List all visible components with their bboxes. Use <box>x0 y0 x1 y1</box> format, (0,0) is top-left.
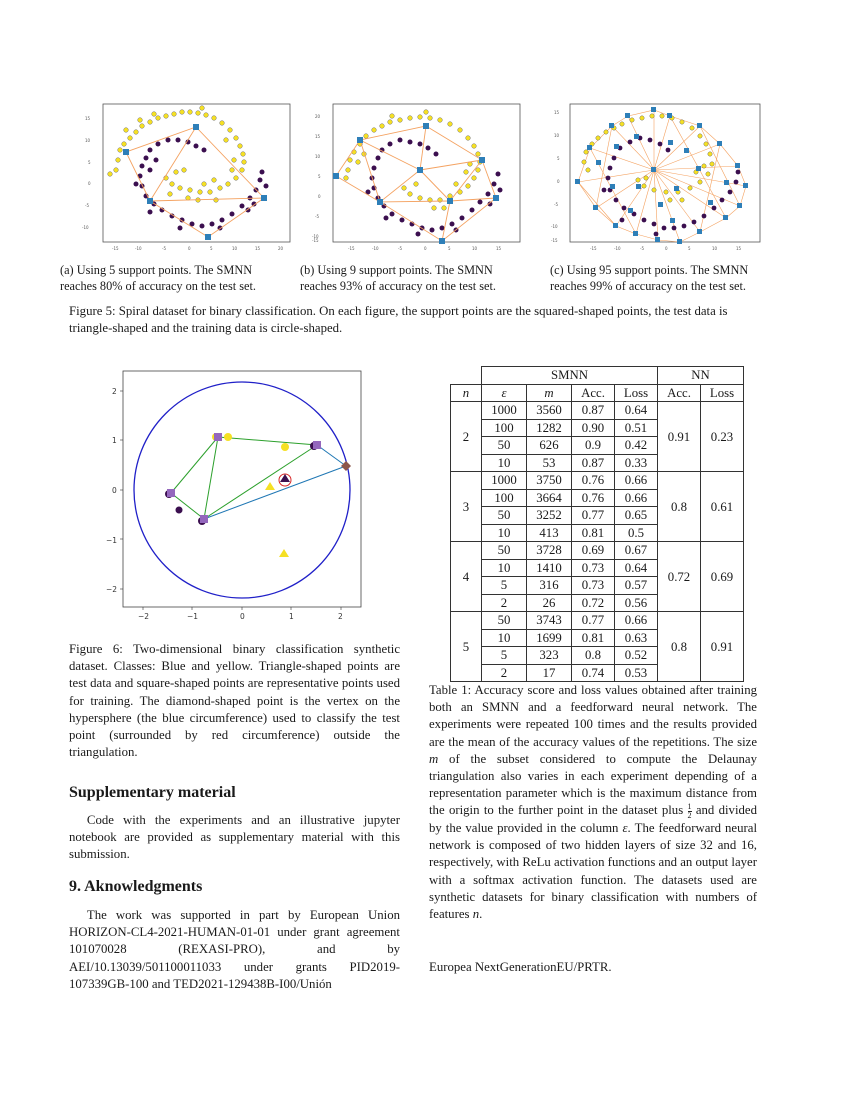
svg-text:−2: −2 <box>138 612 150 621</box>
supplementary-heading: Supplementary material <box>69 784 236 801</box>
cell: 1000 <box>482 472 527 490</box>
cell: 0.57 <box>615 577 658 595</box>
svg-text:-5: -5 <box>85 203 89 208</box>
cell-nn-acc: 0.8 <box>658 612 701 682</box>
svg-text:10: 10 <box>85 138 91 143</box>
table-row <box>451 402 744 420</box>
svg-text:-10: -10 <box>551 224 558 229</box>
cell: 0.8 <box>572 647 615 665</box>
svg-text:0: 0 <box>665 246 668 251</box>
svg-text:−2: −2 <box>106 585 118 594</box>
acknowledgments-body: The work was supported in part by European Union HORIZON-CL4-2021-HUMAN-01-01 under grant agreement 101070028 (REXASI-PRO), and by AEI/10.13039/501100011033 under grants PID2019-107339GB-100 and TED2021-129438B-I00/Unión <box>69 908 400 991</box>
svg-text:-10: -10 <box>82 225 89 230</box>
cell: 50 <box>482 612 527 630</box>
svg-text:20: 20 <box>278 246 284 251</box>
figure-5a <box>60 100 295 293</box>
cell-n: 3 <box>451 472 482 542</box>
svg-text:15: 15 <box>315 134 321 139</box>
cell: 0.73 <box>572 559 615 577</box>
cell: 5 <box>482 577 527 595</box>
cell: 50 <box>482 542 527 560</box>
spiral-plot-b <box>310 100 525 260</box>
results-table <box>450 366 744 682</box>
col-header-nn-acc: Acc. <box>658 384 701 402</box>
cell: 0.72 <box>572 594 615 612</box>
cell: 26 <box>527 594 572 612</box>
cell: 3728 <box>527 542 572 560</box>
cell-nn-acc: 0.91 <box>658 402 701 472</box>
cell: 0.52 <box>615 647 658 665</box>
cell: 0.56 <box>615 594 658 612</box>
svg-text:-5: -5 <box>554 202 558 207</box>
cell: 626 <box>527 437 572 455</box>
svg-text:-10: -10 <box>614 246 621 251</box>
cell: 10 <box>482 524 527 542</box>
svg-text:0: 0 <box>240 612 245 621</box>
cell: 413 <box>527 524 572 542</box>
svg-text:10: 10 <box>232 246 238 251</box>
cell: 316 <box>527 577 572 595</box>
hypersphere-plot <box>100 360 380 630</box>
svg-text:2: 2 <box>112 387 117 396</box>
figure-5c-caption: (c) Using 95 support points. The SMNN reaches 99% of accuracy on the test set. <box>550 263 749 293</box>
spiral-plot-a <box>80 100 295 260</box>
svg-text:0: 0 <box>318 194 321 199</box>
svg-text:-15: -15 <box>551 238 558 243</box>
svg-text:1: 1 <box>112 436 117 445</box>
acknowledgments-heading: 9. Aknowledgments <box>69 878 203 895</box>
cell: 0.9 <box>572 437 615 455</box>
svg-text:5: 5 <box>210 246 213 251</box>
svg-text:-5: -5 <box>315 214 319 219</box>
cell: 5 <box>482 647 527 665</box>
figure-5 <box>60 100 780 340</box>
figure-5b <box>300 100 525 293</box>
cell: 0.87 <box>572 402 615 420</box>
fraction-one-half: $\frac{1}{2}$ <box>687 801 692 820</box>
cell: 2 <box>482 594 527 612</box>
cell: 0.63 <box>615 629 658 647</box>
cell: 323 <box>527 647 572 665</box>
svg-text:1: 1 <box>289 612 294 621</box>
cell: 0.87 <box>572 454 615 472</box>
svg-text:-5: -5 <box>640 246 644 251</box>
svg-text:0: 0 <box>88 181 91 186</box>
cell: 0.90 <box>572 419 615 437</box>
cell: 3664 <box>527 489 572 507</box>
cell: 0.77 <box>572 507 615 525</box>
figure-5a-caption: (a) Using 5 support points. The SMNN reaches 80% of accuracy on the test set. <box>60 263 256 293</box>
svg-text:15: 15 <box>736 246 742 251</box>
svg-text:5: 5 <box>448 246 451 251</box>
cell: 0.81 <box>572 629 615 647</box>
svg-text:5: 5 <box>688 246 691 251</box>
figure-5-caption: Figure 5: Spiral dataset for binary classification. On each figure, the support points are the squared-shaped points, the test data is triangle-shaped and the training data is circle-shaped. <box>69 304 728 335</box>
table-row <box>451 612 744 630</box>
svg-text:−1: −1 <box>106 536 118 545</box>
col-header-acc: Acc. <box>572 384 615 402</box>
figure-5c <box>550 100 765 293</box>
col-header-loss: Loss <box>615 384 658 402</box>
cell-nn-acc: 0.72 <box>658 542 701 612</box>
cell-n: 4 <box>451 542 482 612</box>
svg-text:-15: -15 <box>312 238 319 243</box>
svg-text:-5: -5 <box>162 246 166 251</box>
cell: 53 <box>527 454 572 472</box>
cell: 0.51 <box>615 419 658 437</box>
svg-text:5: 5 <box>557 156 560 161</box>
svg-text:10: 10 <box>554 133 560 138</box>
cell: 0.42 <box>615 437 658 455</box>
supplementary-body: Code with the experiments and an illustrative jupyter notebook are provided as supplementary material with this submission. <box>69 813 400 862</box>
svg-text:0: 0 <box>112 486 117 495</box>
col-header-n: n <box>451 384 482 402</box>
cell: 0.73 <box>572 577 615 595</box>
cell: 0.66 <box>615 472 658 490</box>
cell: 0.74 <box>572 664 615 682</box>
svg-text:15: 15 <box>255 246 261 251</box>
cell: 0.76 <box>572 472 615 490</box>
cell: 100 <box>482 489 527 507</box>
svg-text:-10: -10 <box>372 246 379 251</box>
cell: 17 <box>527 664 572 682</box>
cell: 0.66 <box>615 489 658 507</box>
table-row <box>451 472 744 490</box>
cell: 3743 <box>527 612 572 630</box>
svg-text:0: 0 <box>188 246 191 251</box>
svg-text:5: 5 <box>88 160 91 165</box>
acknowledgments-continuation: Europea NextGenerationEU/PRTR. <box>429 960 612 974</box>
cell: 0.33 <box>615 454 658 472</box>
cell: 0.69 <box>572 542 615 560</box>
cell-n: 5 <box>451 612 482 682</box>
cell-nn-loss: 0.61 <box>701 472 744 542</box>
group-header-smnn: SMNN <box>482 367 658 385</box>
cell-nn-loss: 0.23 <box>701 402 744 472</box>
cell: 10 <box>482 454 527 472</box>
svg-text:5: 5 <box>318 174 321 179</box>
cell-nn-loss: 0.91 <box>701 612 744 682</box>
cell: 1282 <box>527 419 572 437</box>
cell: 0.67 <box>615 542 658 560</box>
cell: 100 <box>482 419 527 437</box>
cell-nn-loss: 0.69 <box>701 542 744 612</box>
table-1-caption: Table 1: Accuracy score and loss values obtained after training both an SMNN and a feedforward neural network. The experiments were repeated 100 times and the results provided are the mean of the accuracy values of the repetitions. The size m of the subset considered to compute the Delaunay triangulation also varies in each experiment depending of a representation parameter which is the maximum distance from the origin to the further point in the dataset plus $\frac{1}{2}$ and divided by the value provided in the column ε. The feedforward neural network is composed of two hidden layers of size 32 and 16, respectively, with ReLu activation functions and an output layer with a softmax activation function. The datasets used are synthetic datasets for binary classification with numbers of features n. <box>429 683 757 921</box>
col-header-epsilon: ε <box>482 384 527 402</box>
svg-text:15: 15 <box>496 246 502 251</box>
group-header-nn: NN <box>658 367 744 385</box>
cell: 3252 <box>527 507 572 525</box>
svg-text:10: 10 <box>712 246 718 251</box>
svg-text:10: 10 <box>315 154 321 159</box>
spiral-plot-c <box>550 100 765 260</box>
cell: 0.5 <box>615 524 658 542</box>
figure-6 <box>100 360 380 630</box>
svg-text:-10: -10 <box>312 234 319 239</box>
col-header-m: m <box>527 384 572 402</box>
svg-text:-15: -15 <box>348 246 355 251</box>
svg-text:-15: -15 <box>112 246 119 251</box>
cell: 50 <box>482 437 527 455</box>
svg-text:20: 20 <box>315 114 321 119</box>
svg-text:−1: −1 <box>187 612 199 621</box>
cell-n: 2 <box>451 402 482 472</box>
cell: 2 <box>482 664 527 682</box>
figure-6-caption: Figure 6: Two-dimensional binary classification synthetic dataset. Classes: Blue and yellow. Triangle-shaped points are test data and square-shaped points are representative points used for training. The diamond-shaped point is the vertex on the hypersphere (the blue circumference) used to classify the test point (surrounded by red circumference) outside the triangulation. <box>69 642 400 760</box>
cell: 0.66 <box>615 612 658 630</box>
cell: 10 <box>482 559 527 577</box>
cell: 0.76 <box>572 489 615 507</box>
cell: 1000 <box>482 402 527 420</box>
figure-5b-caption: (b) Using 9 support points. The SMNN reaches 93% of accuracy on the test set. <box>300 263 496 293</box>
cell: 50 <box>482 507 527 525</box>
svg-text:15: 15 <box>554 110 560 115</box>
cell: 0.77 <box>572 612 615 630</box>
cell: 0.53 <box>615 664 658 682</box>
svg-text:10: 10 <box>472 246 478 251</box>
cell: 0.81 <box>572 524 615 542</box>
svg-text:0: 0 <box>424 246 427 251</box>
svg-text:0: 0 <box>557 179 560 184</box>
col-header-nn-loss: Loss <box>701 384 744 402</box>
svg-text:-10: -10 <box>135 246 142 251</box>
svg-text:2: 2 <box>338 612 343 621</box>
cell: 0.64 <box>615 559 658 577</box>
cell: 1410 <box>527 559 572 577</box>
cell: 10 <box>482 629 527 647</box>
svg-text:15: 15 <box>85 116 91 121</box>
cell: 0.65 <box>615 507 658 525</box>
cell: 3750 <box>527 472 572 490</box>
table-row <box>451 542 744 560</box>
cell-nn-acc: 0.8 <box>658 472 701 542</box>
cell: 3560 <box>527 402 572 420</box>
cell: 0.64 <box>615 402 658 420</box>
svg-text:-15: -15 <box>590 246 597 251</box>
table-1 <box>450 366 744 682</box>
cell: 1699 <box>527 629 572 647</box>
svg-text:-5: -5 <box>398 246 402 251</box>
